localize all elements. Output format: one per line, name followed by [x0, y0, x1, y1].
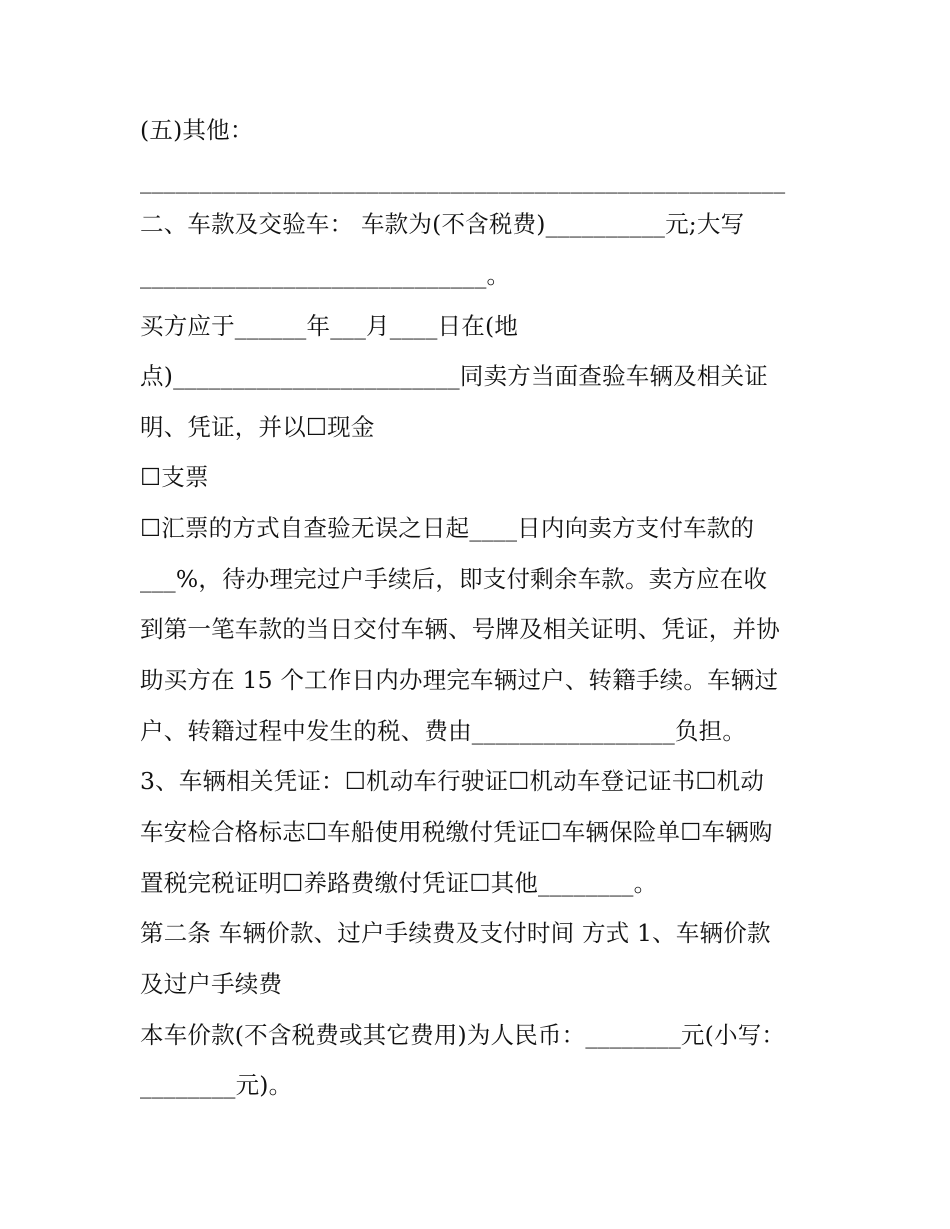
text-line: _____________________________。 — [140, 261, 511, 289]
text-line: 户、转籍过程中发生的税、费由_________________负担。 — [140, 717, 747, 745]
text-line: 本车价款(不含税费或其它费用)为人民币：________元(小写： — [140, 1021, 786, 1049]
text-line: 车安检合格标志☐车船使用税缴付凭证☐车辆保险单☐车辆购 — [140, 818, 773, 846]
text-line: (五)其他： — [140, 116, 254, 144]
text-line: 二、车款及交验车： 车款为(不含税费)__________元;大写 — [140, 210, 745, 238]
text-line: 置税完税证明☐养路费缴付凭证☐其他________。 — [140, 869, 658, 897]
text-line: ________元)。 — [140, 1071, 293, 1099]
text-line: ☐汇票的方式自查验无误之日起____日内向卖方支付车款的 — [140, 514, 755, 542]
text-line: 助买方在 15 个工作日内办理完车辆过户、转籍手续。车辆过 — [140, 666, 779, 694]
text-line: 3、车辆相关凭证：☐机动车行驶证☐机动车登记证书☐机动 — [140, 767, 765, 795]
text-line: 第二条 车辆价款、过户手续费及支付时间 方式 1、车辆价款 — [140, 919, 771, 947]
text-line: ______________________________________________________ — [140, 166, 786, 194]
text-line: 及过户手续费 — [140, 970, 283, 998]
text-line: 明、凭证，并以☐现金 — [140, 413, 375, 441]
text-line: 点)________________________同卖方当面查验车辆及相关证 — [140, 362, 768, 390]
text-line: ☐支票 — [140, 463, 209, 491]
text-line: 买方应于______年___月____日在(地 — [140, 312, 519, 340]
text-line: 到第一笔车款的当日交付车辆、号牌及相关证明、凭证，并协 — [140, 615, 780, 643]
text-line: ___%，待办理完过户手续后，即支付剩余车款。卖方应在收 — [140, 565, 768, 593]
